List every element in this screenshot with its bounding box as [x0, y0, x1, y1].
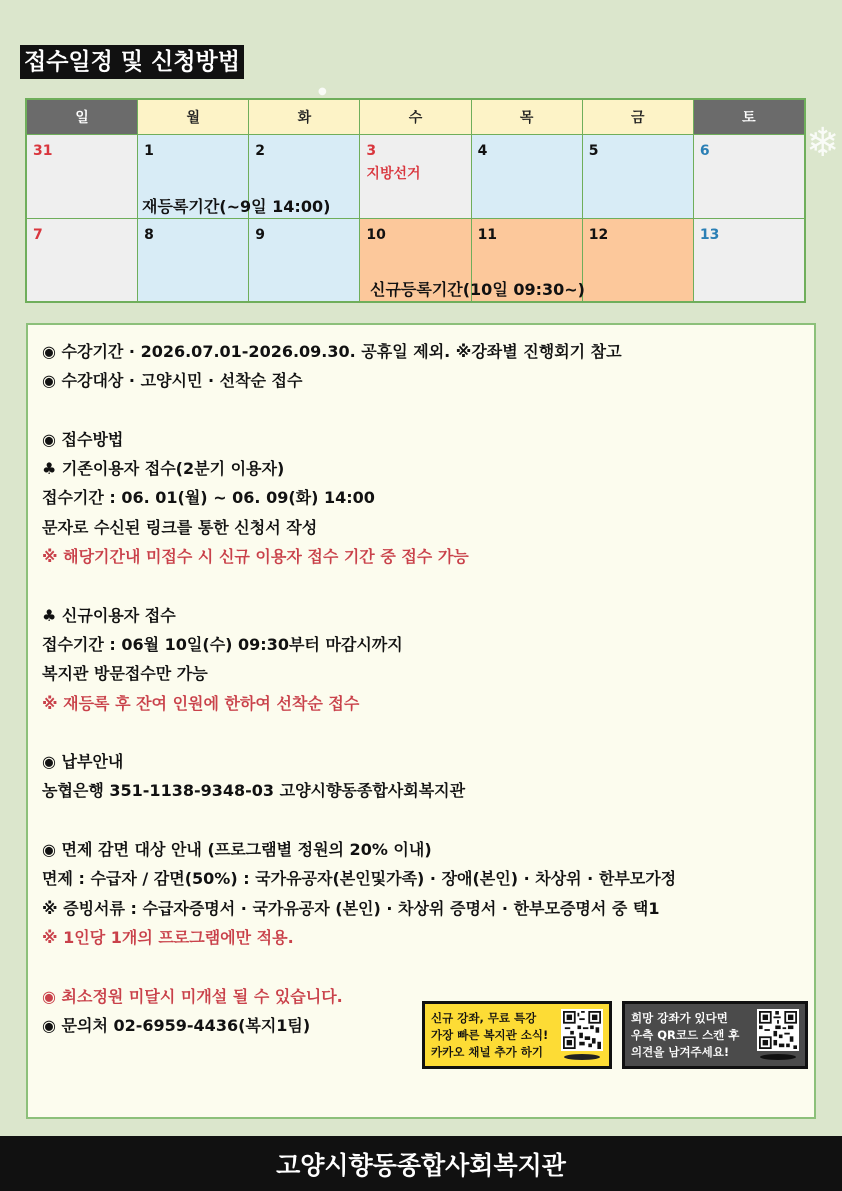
calendar-day: [583, 135, 693, 218]
calendar-header-tue: 화: [249, 100, 359, 134]
info-spacer: [42, 396, 676, 425]
registration-info-box: [26, 323, 816, 1119]
info-line: 복지관 방문접수만 가능: [42, 664, 208, 684]
calendar-day: [472, 135, 582, 218]
day-number: 10: [366, 226, 386, 243]
info-spacer: [42, 806, 676, 835]
info-line: ※ 증빙서류 : 수급자증명서 · 국가유공자 (본인) · 차상위 증명서 · 한부모증명서 중 택1: [42, 898, 660, 918]
calendar-header-thu: 목: [472, 100, 582, 134]
day-number: 4: [477, 143, 488, 159]
calendar-day: [249, 219, 359, 302]
calendar-header-fri: 금: [583, 100, 693, 134]
day-number: 31: [33, 143, 53, 159]
calendar-header-sat: 토: [694, 100, 804, 134]
calendar-day: [27, 135, 137, 218]
calendar-day: [694, 135, 804, 218]
qr-code-icon[interactable]: [561, 1009, 603, 1051]
calendar-day: [583, 219, 693, 302]
info-text-block: [42, 337, 676, 1040]
info-spacer: [42, 952, 676, 981]
qr-code-icon[interactable]: [757, 1009, 799, 1051]
calendar-header-sun: 일: [27, 100, 137, 134]
info-line: ◉ 문의처 02-6959-4436(복지1팀): [42, 1015, 311, 1035]
re-registration-period-label: 재등록기간(~9일 14:00): [142, 197, 331, 216]
info-line: ◉ 수강기간 · 2026.07.01-2026.09.30. 공휴일 제외. ※강좌별 진행회기 참고: [42, 342, 622, 361]
day-number: 5: [588, 143, 599, 159]
day-number: 3: [366, 143, 377, 159]
page-title: 접수일정 및 신청방법: [20, 45, 244, 79]
suggestion-card-line: 의견을 남겨주세요!: [631, 1045, 730, 1059]
calendar-day: [27, 219, 137, 302]
day-number: 1: [144, 143, 154, 159]
info-line: 접수기간 : 06월 10일(수) 09:30부터 마감시까지: [42, 634, 403, 654]
info-line: ※ 1인당 1개의 프로그램에만 적용.: [42, 927, 294, 947]
suggestion-card-line: 우측 QR코드 스캔 후: [631, 1028, 740, 1042]
day-number: 2: [255, 143, 266, 159]
day-number: 11: [477, 226, 498, 243]
footer-organization-name: 고양시향동종합사회복지관: [0, 1136, 842, 1191]
holiday-note: 지방선거: [366, 166, 421, 182]
info-spacer: [42, 718, 676, 747]
kakao-card-line: 신규 강좌, 무료 특강: [431, 1011, 537, 1025]
day-number: 8: [144, 226, 154, 243]
course-suggestion-card[interactable]: [622, 1001, 808, 1069]
calendar-header-mon: 월: [138, 100, 248, 134]
info-line: 농협은행 351-1138-9348-03 고양시향동종합사회복지관: [42, 781, 466, 801]
qr-shadow-decoration: [760, 1054, 796, 1060]
day-number: 13: [699, 226, 720, 243]
calendar-header-wed: 수: [360, 100, 470, 134]
calendar-day: [694, 219, 804, 302]
info-line: ※ 해당기간내 미접수 시 신규 이용자 접수 기간 중 접수 가능: [42, 547, 469, 567]
info-line: ※ 재등록 후 잔여 인원에 한하여 선착순 접수: [42, 693, 360, 713]
info-line: ◉ 수강대상 · 고양시민 · 선착순 접수: [42, 371, 303, 391]
info-line: ◉ 최소정원 미달시 미개설 될 수 있습니다.: [42, 986, 343, 1006]
info-line: ◉ 접수방법: [42, 429, 124, 449]
info-line: ♣ 신규이용자 접수: [42, 605, 176, 625]
info-line: ◉ 면제 감면 대상 안내 (프로그램별 정원의 20% 이내): [42, 840, 432, 860]
info-line: ◉ 납부안내: [42, 752, 124, 772]
day-number: 6: [699, 143, 710, 159]
info-line: 문자로 수신된 링크를 통한 신청서 작성: [42, 517, 318, 537]
kakao-card-line: 가장 빠른 복지관 소식!: [431, 1028, 549, 1042]
kakao-channel-card[interactable]: [422, 1001, 612, 1069]
info-spacer: [42, 571, 676, 600]
info-line: 면제 : 수급자 / 감면(50%) : 국가유공자(본인및가족) · 장애(본인) · 차상위 · 한부모가정: [42, 869, 677, 889]
day-number: 7: [33, 226, 43, 243]
kakao-card-line: 카카오 채널 추가 하기: [431, 1045, 543, 1059]
new-registration-period-label: 신규등록기간(10일 09:30~): [370, 280, 585, 299]
day-number: 12: [588, 226, 609, 243]
calendar-day: [138, 219, 248, 302]
suggestion-card-line: 희망 강좌가 있다면: [631, 1011, 728, 1025]
qr-shadow-decoration: [564, 1054, 600, 1060]
suggestion-card-text: [631, 1010, 739, 1061]
snowflake-icon: ●: [318, 86, 327, 97]
calendar-day: [360, 135, 470, 218]
kakao-card-text: [431, 1010, 548, 1061]
day-number: 9: [255, 226, 266, 243]
info-line: 접수기간 : 06. 01(월) ~ 06. 09(화) 14:00: [42, 488, 375, 508]
snowflake-icon: ❄: [806, 120, 840, 166]
info-line: ♣ 기존이용자 접수(2분기 이용자): [42, 459, 285, 479]
